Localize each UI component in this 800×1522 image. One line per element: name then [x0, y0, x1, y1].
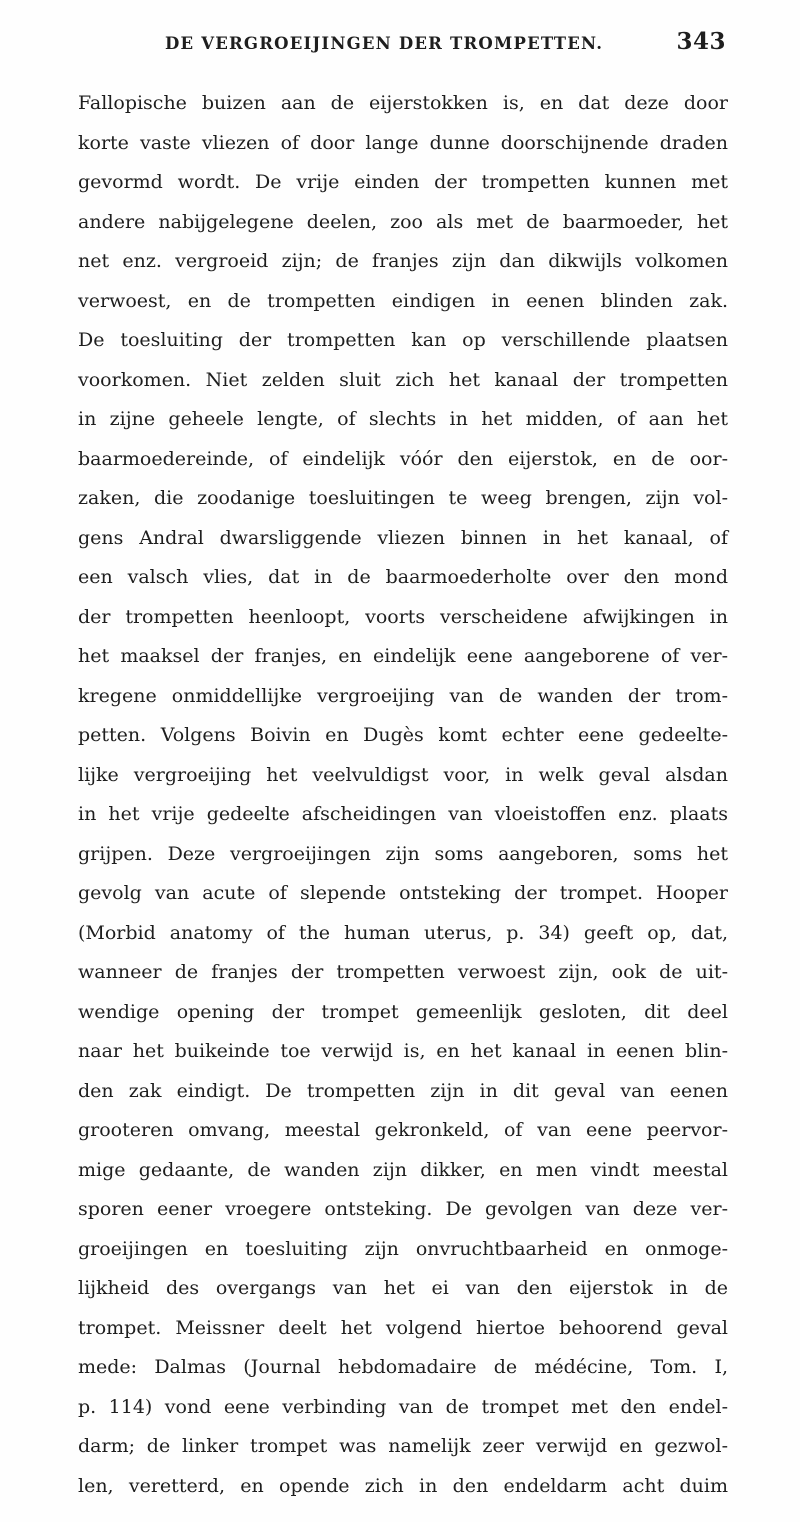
text-line: petten. Volgens Boivin en Dugès komt echter eene gedeelte- [78, 724, 728, 746]
text-line: gens Andral dwarsliggende vliezen binnen in het kanaal, of [78, 526, 728, 549]
text-line: der trompetten heenloopt, voorts verscheidene afwijkingen in [78, 605, 728, 628]
text-line: trompet. Meissner deelt het volgend hiertoe behoorend geval [78, 1316, 728, 1339]
text-line: gevolg van acute of slepende ontsteking der trompet. Hooper [78, 882, 728, 904]
body-text [78, 84, 728, 1506]
running-header [165, 28, 726, 60]
text-line: het maaksel der franjes, en eindelijk eene aangeborene of ver- [78, 645, 728, 667]
text-line: verwoest, en de trompetten eindigen in eenen blinden zak. [78, 289, 728, 312]
text-line: een valsch vlies, dat in de baarmoederholte over den mond [78, 566, 728, 588]
text-line: naar het buikeinde toe verwijd is, en het kanaal in eenen blin- [78, 1040, 728, 1062]
text-line: p. 114) vond eene verbinding van de trompet met den endel- [78, 1395, 728, 1418]
text-line: Fallopische buizen aan de eijerstokken is, en dat deze door [78, 92, 728, 114]
text-line: groeijingen en toesluiting zijn onvruchtbaarheid en onmoge- [78, 1237, 728, 1260]
text-line: lijkheid des overgangs van het ei van den eijerstok in de [78, 1277, 728, 1299]
text-line: len, veretterd, en opende zich in den endeldarm acht duim [78, 1474, 728, 1497]
text-line: zaken, die zoodanige toesluitingen te weeg brengen, zijn vol- [78, 487, 728, 509]
text-line: De toesluiting der trompetten kan op verschillende plaatsen [78, 329, 728, 351]
text-line: wendige opening der trompet gemeenlijk gesloten, dit deel [78, 1000, 728, 1023]
text-line: mede: Dalmas (Journal hebdomadaire de médécine, Tom. I, [78, 1356, 728, 1378]
text-line: mige gedaante, de wanden zijn dikker, en men vindt meestal [78, 1158, 728, 1181]
text-line: in zijne geheele lengte, of slechts in het midden, of aan het [78, 408, 728, 430]
text-line: voorkomen. Niet zelden sluit zich het kanaal der trompetten [78, 368, 728, 391]
text-line: gevormd wordt. De vrije einden der trompetten kunnen met [78, 171, 728, 193]
text-line: kregene onmiddellijke vergroeijing van de wanden der trom- [78, 684, 728, 707]
text-line: (Morbid anatomy of the human uterus, p. 34) geeft op, dat, [78, 921, 728, 944]
text-line: wanneer de franjes der trompetten verwoest zijn, ook de uit- [78, 961, 728, 983]
running-title: DE VERGROEIJINGEN DER TROMPETTEN. [165, 34, 604, 53]
text-line: net enz. vergroeid zijn; de franjes zijn dan dikwijls volkomen [78, 250, 728, 272]
text-line: sporen eener vroegere ontsteking. De gevolgen van deze ver- [78, 1198, 728, 1220]
text-line: korte vaste vliezen of door lange dunne doorschijnende draden [78, 131, 728, 154]
text-line: lijke vergroeijing het veelvuldigst voor, in welk geval alsdan [78, 763, 728, 786]
text-line: darm; de linker trompet was namelijk zeer verwijd en gezwol- [78, 1435, 728, 1457]
text-line: andere nabijgelegene deelen, zoo als met de baarmoeder, het [78, 210, 728, 233]
text-line: grijpen. Deze vergroeijingen zijn soms aangeboren, soms het [78, 842, 728, 865]
text-line: den zak eindigt. De trompetten zijn in dit geval van eenen [78, 1079, 728, 1102]
page-number: 343 [676, 28, 726, 55]
text-line: grooteren omvang, meestal gekronkeld, of van eene peervor- [78, 1119, 728, 1141]
text-line: in het vrije gedeelte afscheidingen van vloeistoffen enz. plaats [78, 803, 728, 825]
text-line: baarmoedereinde, of eindelijk vóór den eijerstok, en de oor- [78, 447, 728, 470]
